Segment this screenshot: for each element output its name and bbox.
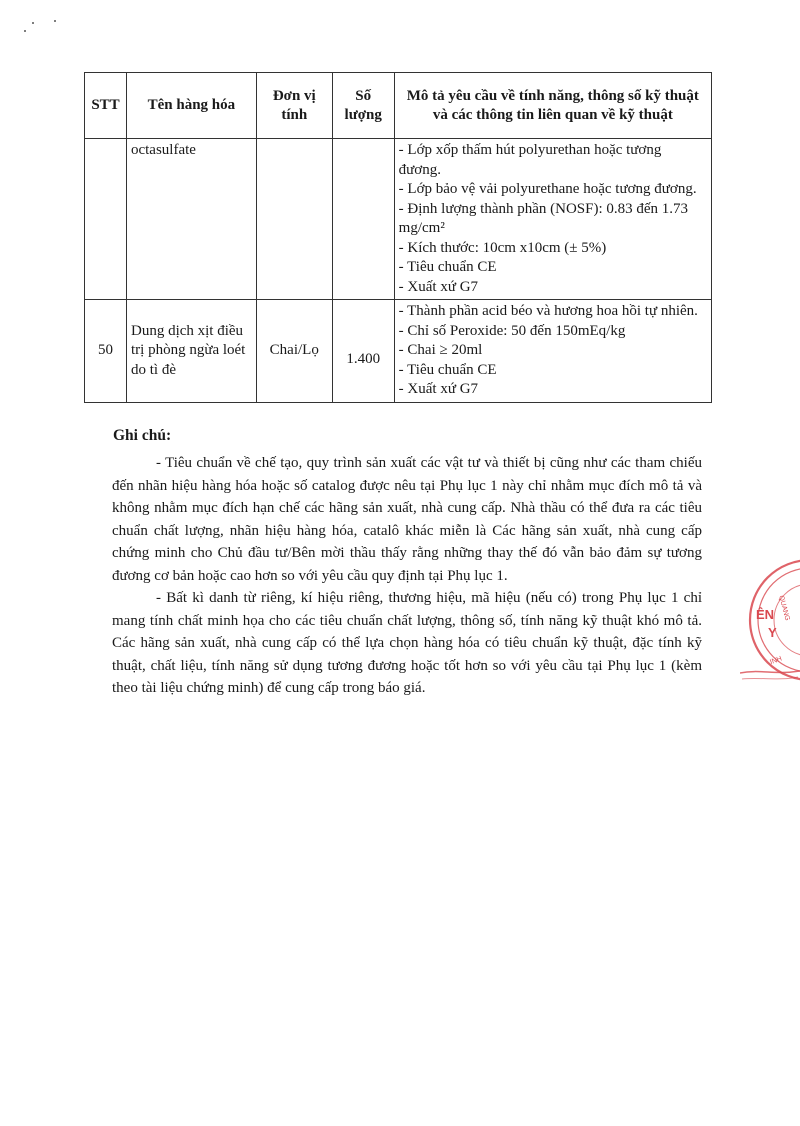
seal-text: QUANG xyxy=(777,594,791,622)
header-unit: Đơn vị tính xyxy=(256,73,332,139)
row-desc xyxy=(394,139,711,300)
row-desc xyxy=(394,300,711,403)
row-stt xyxy=(85,139,127,300)
header-name: Tên hàng hóa xyxy=(126,73,256,139)
table-header-row xyxy=(85,73,712,139)
row-name: octasulfate xyxy=(126,139,256,300)
row-qty: 1.400 xyxy=(332,300,394,403)
scan-specks xyxy=(22,18,62,38)
desc-line: - Xuất xứ G7 xyxy=(398,278,479,295)
red-seal-stamp xyxy=(740,555,800,685)
desc-line: - Chai ≥ 20ml xyxy=(398,342,483,358)
seal-graphic xyxy=(740,555,800,685)
table-row xyxy=(85,139,712,300)
seal-text: ÊN xyxy=(756,607,775,622)
desc-line: - Lớp bảo vệ vải polyurethane hoặc tương đương. xyxy=(398,181,697,197)
header-stt: STT xyxy=(85,73,127,139)
desc-line: - Chỉ số Peroxide: 50 đến 150mEq/kg xyxy=(398,322,626,339)
row-unit xyxy=(256,139,332,300)
seal-text: Y xyxy=(768,625,777,640)
desc-line: - Thành phần acid béo và hương hoa hồi tự nhiên. xyxy=(398,303,698,319)
desc-line: - Lớp xốp thấm hút polyurethan hoặc tương đương. xyxy=(398,142,662,178)
spec-table xyxy=(84,72,712,403)
header-qty: Số lượng xyxy=(332,73,394,139)
seal-text: INH xyxy=(769,655,783,667)
row-qty xyxy=(332,139,394,300)
desc-line: - Định lượng thành phần (NOSF): 0.83 đến 1.73 mg/cm² xyxy=(398,200,689,236)
note-paragraph: - Tiêu chuẩn về chế tạo, quy trình sản xuất các vật tư và thiết bị cũng như các tham chiếu đến nhãn hiệu hàng hóa hoặc số catalog được nêu tại Phụ lục 1 này chỉ nhằm mục đích mô tả và không nhằm mục đích hạn chế các hãng sản xuất, nhà cung cấp. Nhà thầu có thể đưa ra các tiêu chuẩn chất lượng, nhãn hiệu hàng hóa, catalô khác miễn là Các hãng sản xuất, nhà cung cấp chứng minh cho Chủ đầu tư/Bên mời thầu thấy rằng những thay thế đó vẫn bảo đảm sự tương đương cơ bản hoặc cao hơn so với yêu cầu quy định tại Phụ lục 1. xyxy=(112,455,702,584)
table-row xyxy=(85,300,712,403)
desc-line: - Xuất xứ G7 xyxy=(398,381,479,397)
notes-title: Ghi chú: xyxy=(113,427,172,444)
desc-line: - Tiêu chuẩn CE xyxy=(398,259,497,275)
desc-line: - Kích thước: 10cm x10cm (± 5%) xyxy=(398,239,607,256)
row-name: Dung dịch xịt điều trị phòng ngừa loét do tì đè xyxy=(126,300,256,403)
note-paragraph: - Bất kì danh từ riêng, kí hiệu riêng, thương hiệu, mã hiệu (nếu có) trong Phụ lục 1 chỉ mang tính chất minh họa cho các tiêu chuẩn chất lượng, thông số, tính năng kỹ thuật khó mô tả. Các hãng sản xuất, nhà cung cấp có thể lựa chọn hàng hóa có tiêu chuẩn kỹ thuật, đặc tính kỹ thuật, chất liệu, tính năng sử dụng tương đương hoặc tốt hơn so với yêu cầu tại Phụ lục 1 (kèm theo tài liệu chứng minh) để cung cấp trong báo giá. xyxy=(112,590,702,696)
row-unit: Chai/Lọ xyxy=(256,300,332,403)
row-stt: 50 xyxy=(85,300,127,403)
notes-body xyxy=(112,452,702,700)
header-desc: Mô tả yêu cầu về tính năng, thông số kỹ thuật và các thông tin liên quan về kỹ thuật xyxy=(394,73,711,139)
desc-line: - Tiêu chuẩn CE xyxy=(398,361,497,378)
